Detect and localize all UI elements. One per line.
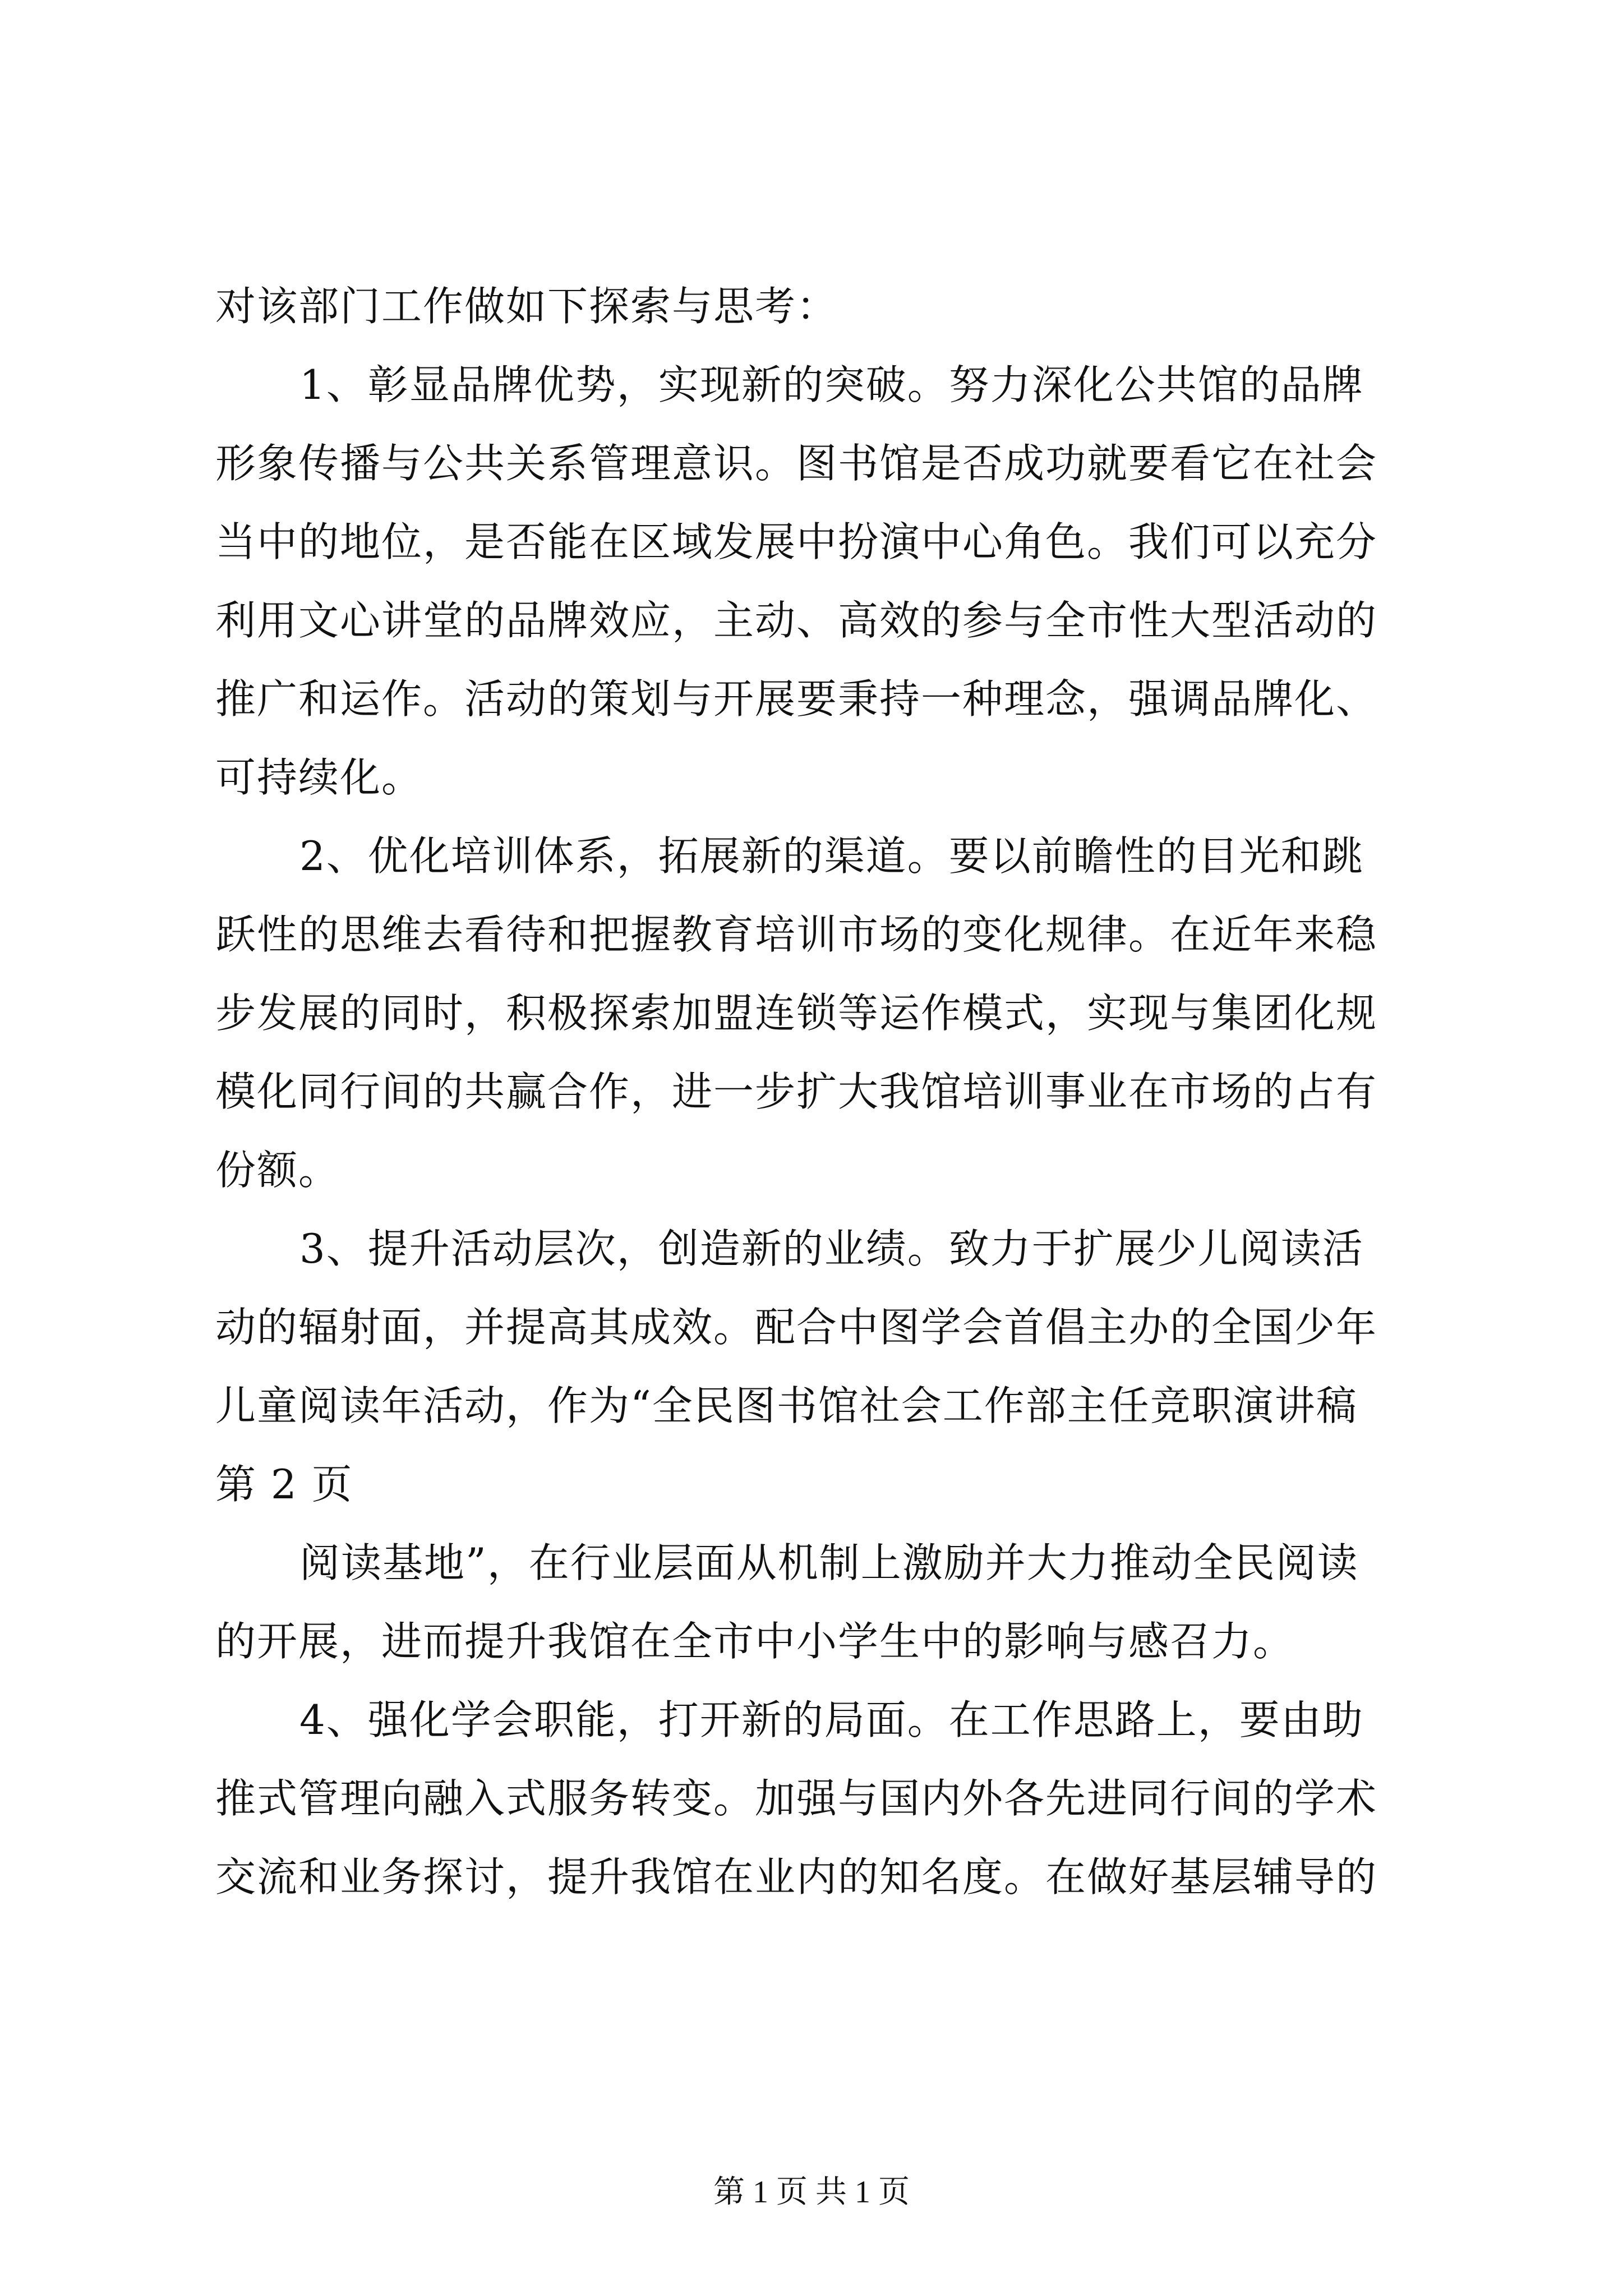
- paragraph-line: 推广和运作。活动的策划与开展要秉持一种理念，强调品牌化、: [215, 675, 1378, 723]
- paragraph-line: 模化同行间的共赢合作，进一步扩大我馆培训事业在市场的占有: [215, 1068, 1378, 1115]
- document-body: [215, 267, 1415, 1916]
- paragraph-line: 动的辐射面，并提高其成效。配合中图学会首倡主办的全国少年: [215, 1304, 1378, 1351]
- paragraph-line: 跃性的思维去看待和把握教育培训市场的变化规律。在近年来稳: [215, 911, 1378, 958]
- inline-page-number: 第 2 页: [215, 1461, 353, 1508]
- paragraph-line: 儿童阅读年活动，作为“全民图书馆社会工作部主任竞职演讲稿: [215, 1382, 1358, 1429]
- paragraph-line: 利用文心讲堂的品牌效应，主动、高效的参与全市性大型活动的: [215, 597, 1378, 644]
- paragraph-line: 步发展的同时，积极探索加盟连锁等运作模式，实现与集团化规: [215, 990, 1378, 1037]
- paragraph-line: 1、彰显品牌优势，实现新的突破。努力深化公共馆的品牌: [299, 361, 1364, 408]
- paragraph-line: 3、提升活动层次，创造新的业绩。致力于扩展少儿阅读活: [299, 1225, 1364, 1272]
- paragraph-line: 对该部门工作做如下探索与思考：: [215, 283, 838, 330]
- paragraph-line: 2、优化培训体系，拓展新的渠道。要以前瞻性的目光和跳: [299, 832, 1364, 880]
- paragraph-line: 当中的地位，是否能在区域发展中扮演中心角色。我们可以充分: [215, 518, 1378, 565]
- page-footer: 第 1 页 共 1 页: [713, 2175, 910, 2210]
- paragraph-line: 交流和业务探讨，提升我馆在业内的知名度。在做好基层辅导的: [215, 1853, 1378, 1901]
- paragraph-line: 份额。: [215, 1147, 340, 1194]
- paragraph-line: 的开展，进而提升我馆在全市中小学生中的影响与感召力。: [215, 1618, 1295, 1665]
- paragraph-line: 4、强化学会职能，打开新的局面。在工作思路上，要由助: [299, 1696, 1364, 1743]
- paragraph-line: 可持续化。: [215, 754, 423, 801]
- paragraph-line: 形象传播与公共关系管理意识。图书馆是否成功就要看它在社会: [215, 440, 1378, 487]
- paragraph-line: 推式管理向融入式服务转变。加强与国内外各先进同行间的学术: [215, 1775, 1378, 1822]
- paragraph-line: 阅读基地”，在行业层面从机制上激励并大力推动全民阅读: [299, 1539, 1359, 1586]
